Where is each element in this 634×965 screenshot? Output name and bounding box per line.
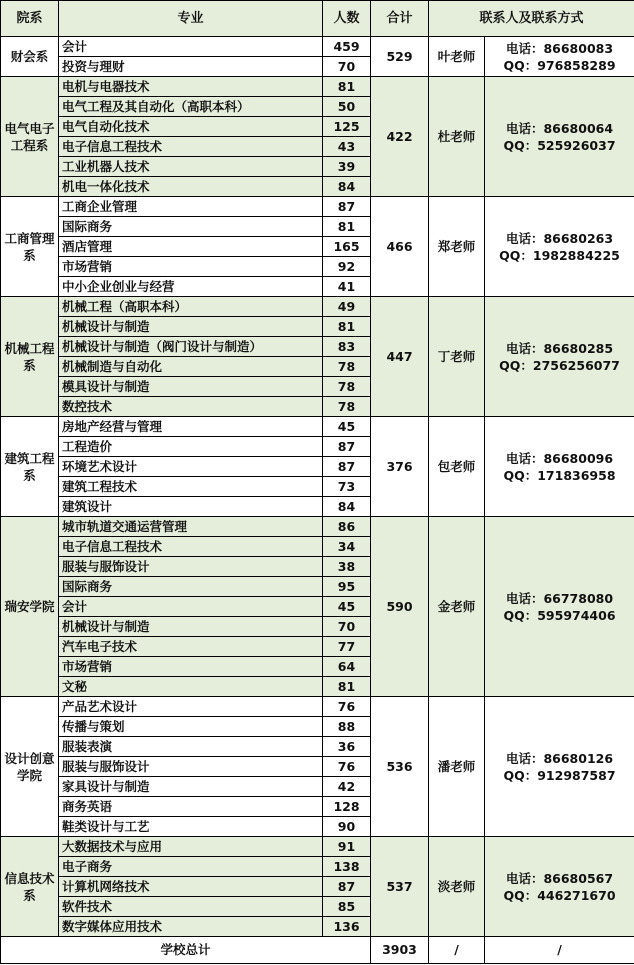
dept-total: 422 <box>371 77 429 197</box>
major-count: 70 <box>323 57 371 77</box>
major-name: 电机与电器技术 <box>59 77 323 97</box>
table-row <box>1 197 634 217</box>
dept-teacher: 杜老师 <box>429 77 485 197</box>
major-count: 91 <box>323 837 371 857</box>
dept-teacher: 潘老师 <box>429 697 485 837</box>
table-row <box>1 837 634 857</box>
dept-total: 529 <box>371 37 429 77</box>
contact-qq: QQ：171836958 <box>503 467 616 483</box>
major-count: 78 <box>323 357 371 377</box>
major-count: 45 <box>323 417 371 437</box>
major-count: 81 <box>323 677 371 697</box>
dept-name: 信息技术系 <box>1 837 59 937</box>
major-name: 电气工程及其自动化（高职本科） <box>59 97 323 117</box>
dept-contact <box>485 37 634 77</box>
contact-phone: 电话：86680263 <box>505 230 614 246</box>
major-count: 87 <box>323 457 371 477</box>
dept-total: 466 <box>371 197 429 297</box>
table-row <box>1 697 634 717</box>
table-row <box>1 517 634 537</box>
major-count: 43 <box>323 137 371 157</box>
grand-total-teacher: / <box>429 937 485 964</box>
dept-teacher: 郑老师 <box>429 197 485 297</box>
grand-total-value: 3903 <box>371 937 429 964</box>
dept-total: 537 <box>371 837 429 937</box>
contact-qq: QQ：976858289 <box>503 57 616 73</box>
major-name: 工商企业管理 <box>59 197 323 217</box>
dept-name: 建筑工程系 <box>1 417 59 517</box>
major-name: 建筑设计 <box>59 497 323 517</box>
major-name: 会计 <box>59 597 323 617</box>
dept-contact <box>485 837 634 937</box>
dept-teacher: 叶老师 <box>429 37 485 77</box>
major-count: 125 <box>323 117 371 137</box>
contact-qq: QQ：912987587 <box>503 767 616 783</box>
major-count: 78 <box>323 377 371 397</box>
major-name: 城市轨道交通运营管理 <box>59 517 323 537</box>
contact-qq: QQ：446271670 <box>503 887 616 903</box>
header-contact: 联系人及联系方式 <box>429 1 634 37</box>
major-name: 环境艺术设计 <box>59 457 323 477</box>
table-row <box>1 37 634 57</box>
major-count: 165 <box>323 237 371 257</box>
dept-name: 工商管理系 <box>1 197 59 297</box>
major-name: 国际商务 <box>59 217 323 237</box>
major-count: 81 <box>323 317 371 337</box>
major-count: 84 <box>323 497 371 517</box>
major-count: 41 <box>323 277 371 297</box>
major-count: 87 <box>323 877 371 897</box>
major-name: 机械设计与制造 <box>59 317 323 337</box>
dept-teacher: 包老师 <box>429 417 485 517</box>
major-count: 70 <box>323 617 371 637</box>
table-row <box>1 297 634 317</box>
major-count: 38 <box>323 557 371 577</box>
header-dept: 院系 <box>1 1 59 37</box>
major-name: 机械设计与制造（阀门设计与制造） <box>59 337 323 357</box>
dept-name: 电气电子工程系 <box>1 77 59 197</box>
major-name: 会计 <box>59 37 323 57</box>
major-name: 市场营销 <box>59 257 323 277</box>
major-name: 服装与服饰设计 <box>59 757 323 777</box>
major-count: 459 <box>323 37 371 57</box>
contact-qq: QQ：525926037 <box>503 137 616 153</box>
header-major: 专业 <box>59 1 323 37</box>
major-name: 工业机器人技术 <box>59 157 323 177</box>
major-count: 138 <box>323 857 371 877</box>
dept-total: 376 <box>371 417 429 517</box>
major-name: 电子商务 <box>59 857 323 877</box>
major-name: 工程造价 <box>59 437 323 457</box>
major-name: 国际商务 <box>59 577 323 597</box>
major-count: 78 <box>323 397 371 417</box>
header-count: 人数 <box>323 1 371 37</box>
major-count: 73 <box>323 477 371 497</box>
major-count: 76 <box>323 697 371 717</box>
dept-teacher: 淡老师 <box>429 837 485 937</box>
dept-contact <box>485 297 634 417</box>
major-count: 87 <box>323 197 371 217</box>
major-name: 机电一体化技术 <box>59 177 323 197</box>
major-name: 商务英语 <box>59 797 323 817</box>
major-count: 90 <box>323 817 371 837</box>
table-row <box>1 77 634 97</box>
major-count: 50 <box>323 97 371 117</box>
dept-contact <box>485 697 634 837</box>
major-name: 投资与理财 <box>59 57 323 77</box>
major-count: 76 <box>323 757 371 777</box>
major-count: 84 <box>323 177 371 197</box>
major-count: 128 <box>323 797 371 817</box>
contact-phone: 电话：86680126 <box>505 750 614 766</box>
table-body <box>1 37 634 937</box>
major-name: 计算机网络技术 <box>59 877 323 897</box>
major-name: 鞋类设计与工艺 <box>59 817 323 837</box>
dept-name: 机械工程系 <box>1 297 59 417</box>
major-count: 39 <box>323 157 371 177</box>
dept-name: 瑞安学院 <box>1 517 59 697</box>
major-count: 45 <box>323 597 371 617</box>
major-count: 87 <box>323 437 371 457</box>
major-name: 服装表演 <box>59 737 323 757</box>
major-count: 83 <box>323 337 371 357</box>
contact-phone: 电话：86680096 <box>505 450 614 466</box>
major-count: 136 <box>323 917 371 937</box>
major-name: 机械设计与制造 <box>59 617 323 637</box>
dept-contact <box>485 417 634 517</box>
major-count: 95 <box>323 577 371 597</box>
header-row <box>1 1 634 37</box>
major-name: 电子信息工程技术 <box>59 137 323 157</box>
grand-total-contact: / <box>485 937 634 964</box>
major-name: 文秘 <box>59 677 323 697</box>
major-name: 电子信息工程技术 <box>59 537 323 557</box>
dept-contact <box>485 77 634 197</box>
dept-total: 536 <box>371 697 429 837</box>
major-count: 77 <box>323 637 371 657</box>
dept-total: 447 <box>371 297 429 417</box>
major-name: 建筑工程技术 <box>59 477 323 497</box>
major-name: 房地产经营与管理 <box>59 417 323 437</box>
contact-phone: 电话：86680567 <box>505 870 614 886</box>
major-name: 服装与服饰设计 <box>59 557 323 577</box>
major-count: 64 <box>323 657 371 677</box>
major-count: 34 <box>323 537 371 557</box>
contact-qq: QQ：1982884225 <box>499 247 620 263</box>
major-count: 81 <box>323 217 371 237</box>
contact-qq: QQ：2756256077 <box>499 357 620 373</box>
dept-contact <box>485 197 634 297</box>
dept-teacher: 金老师 <box>429 517 485 697</box>
contact-phone: 电话：86680064 <box>505 120 614 136</box>
major-name: 机械工程（高职本科） <box>59 297 323 317</box>
dept-name: 设计创意学院 <box>1 697 59 837</box>
major-name: 中小企业创业与经营 <box>59 277 323 297</box>
major-name: 汽车电子技术 <box>59 637 323 657</box>
major-name: 数控技术 <box>59 397 323 417</box>
contact-phone: 电话：66778080 <box>505 590 614 606</box>
dept-name: 财会系 <box>1 37 59 77</box>
major-count: 86 <box>323 517 371 537</box>
major-name: 模具设计与制造 <box>59 377 323 397</box>
major-name: 电气自动化技术 <box>59 117 323 137</box>
contact-phone: 电话：86680285 <box>505 340 614 356</box>
contact-phone: 电话：86680083 <box>505 40 614 56</box>
dept-total: 590 <box>371 517 429 697</box>
grand-total-row <box>1 937 634 964</box>
major-name: 大数据技术与应用 <box>59 837 323 857</box>
major-count: 88 <box>323 717 371 737</box>
major-count: 85 <box>323 897 371 917</box>
major-name: 酒店管理 <box>59 237 323 257</box>
grand-total-label: 学校总计 <box>1 937 371 964</box>
dept-teacher: 丁老师 <box>429 297 485 417</box>
major-name: 产品艺术设计 <box>59 697 323 717</box>
major-name: 传播与策划 <box>59 717 323 737</box>
major-count: 49 <box>323 297 371 317</box>
dept-contact <box>485 517 634 697</box>
major-count: 36 <box>323 737 371 757</box>
major-name: 家具设计与制造 <box>59 777 323 797</box>
table-row <box>1 417 634 437</box>
major-count: 92 <box>323 257 371 277</box>
major-name: 市场营销 <box>59 657 323 677</box>
contact-qq: QQ：595974406 <box>503 607 616 623</box>
major-name: 软件技术 <box>59 897 323 917</box>
major-count: 81 <box>323 77 371 97</box>
major-name: 机械制造与自动化 <box>59 357 323 377</box>
header-total: 合计 <box>371 1 429 37</box>
major-count: 42 <box>323 777 371 797</box>
major-name: 数字媒体应用技术 <box>59 917 323 937</box>
